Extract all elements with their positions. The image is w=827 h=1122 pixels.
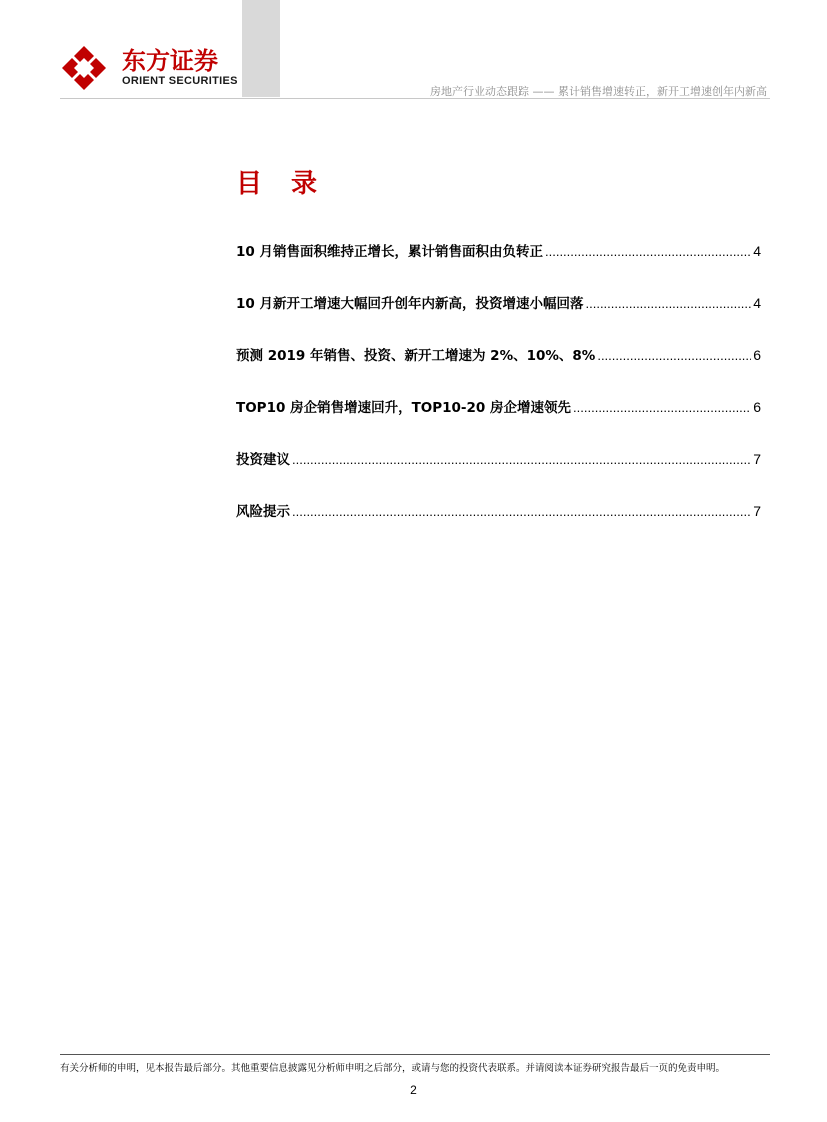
toc-item-text: 预测 2019 年销售、投资、新开工增速为 2%、10%、8% — [236, 348, 596, 364]
toc-leader-dots — [586, 296, 752, 311]
toc-item-page: 7 — [753, 451, 761, 467]
toc-leader-dots — [545, 244, 751, 259]
orient-securities-logo — [60, 44, 240, 92]
toc-item-page: 4 — [753, 295, 761, 311]
toc-item-1[interactable] — [236, 240, 761, 262]
toc-item-page: 6 — [753, 347, 761, 363]
footer-divider — [60, 1054, 770, 1055]
footer-disclaimer: 有关分析师的申明，见本报告最后部分。其他重要信息披露见分析师申明之后部分，或请与您的投资代表联系。并请阅读本证券研究报告最后一页的免责申明。 — [60, 1063, 726, 1074]
toc-item-page: 6 — [753, 399, 761, 415]
toc-item-2[interactable] — [236, 292, 761, 314]
report-header-title: 房地产行业动态跟踪 —— 累计销售增速转正，新开工增速创年内新高 — [430, 85, 767, 98]
toc-item-page: 7 — [753, 503, 761, 519]
toc-item-text: 10 月销售面积维持正增长，累计销售面积由负转正 — [236, 244, 543, 260]
toc-item-4[interactable] — [236, 396, 761, 418]
logo-diamond-icon — [60, 44, 108, 92]
toc-item-text: 投资建议 — [236, 452, 290, 468]
header-gray-tab — [242, 0, 280, 97]
toc-item-5[interactable] — [236, 448, 761, 470]
logo-english-name: ORIENT SECURITIES — [122, 75, 238, 87]
toc-leader-dots — [292, 452, 751, 467]
page-number: 2 — [410, 1083, 417, 1097]
toc-item-6[interactable] — [236, 500, 761, 522]
toc-leader-dots — [573, 400, 751, 415]
toc-item-text: 风险提示 — [236, 504, 290, 520]
toc-leader-dots — [292, 504, 751, 519]
toc-item-text: TOP10 房企销售增速回升，TOP10-20 房企增速领先 — [236, 400, 572, 416]
toc-item-text: 10 月新开工增速大幅回升创年内新高，投资增速小幅回落 — [236, 296, 584, 312]
toc-heading: 目 录 — [236, 169, 328, 199]
logo-chinese-name: 东方证券 — [122, 47, 218, 75]
toc-item-page: 4 — [753, 243, 761, 259]
header-divider — [60, 98, 770, 99]
toc-leader-dots — [597, 348, 751, 363]
toc-item-3[interactable] — [236, 344, 761, 366]
